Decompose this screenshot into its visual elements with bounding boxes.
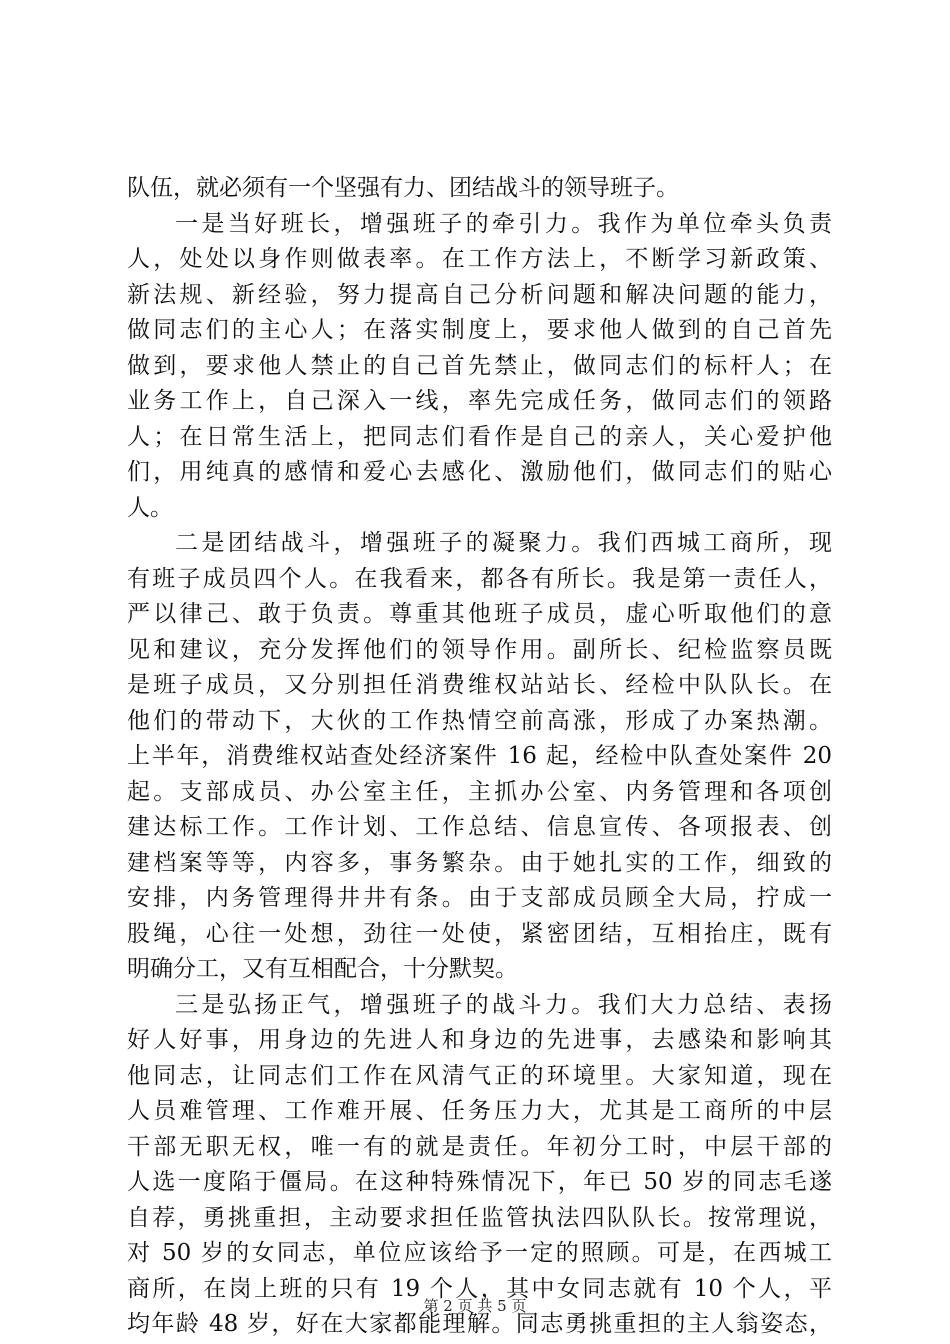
- paragraph: [127, 207, 832, 527]
- text-line: 二是团结战斗，增强班子的凝聚力。我们西城工商所，现: [175, 530, 832, 556]
- text-line: 做到，要求他人禁止的自己首先禁止，做同志们的标杆人；在: [127, 352, 832, 379]
- text-line: 起。支部成员、办公室主任，主抓办公室、内务管理和各项创: [127, 778, 832, 805]
- text-line: 他们的带动下，大伙的工作热情空前高涨，形成了办案热潮。: [127, 707, 832, 734]
- text-line: 新法规、新经验，努力提高自己分析问题和解决问题的能力，: [127, 281, 832, 308]
- text-line: 对 50 岁的女同志，单位应该给予一定的照顾。可是，在西城工: [127, 1240, 832, 1266]
- paragraph: [127, 526, 832, 988]
- text-line: 做同志们的主心人；在落实制度上，要求他人做到的自己首先: [127, 317, 832, 343]
- text-line: 严以律己、敢于负责。尊重其他班子成员，虚心听取他们的意: [127, 601, 832, 627]
- text-line: 人，处处以身作则做表率。在工作方法上，不断学习新政策、: [127, 246, 832, 272]
- text-line: 人选一度陷于僵局。在这种特殊情况下，年已 50 岁的同志毛遂: [127, 1169, 832, 1195]
- text-line: 均年龄 48 岁，好在大家都能理解。同志勇挑重担的主人翁姿态，: [127, 1311, 832, 1337]
- text-line: 见和建议，充分发挥他们的领导作用。副所长、纪检监察员既: [127, 636, 832, 663]
- text-line: 是班子成员，又分别担任消费维权站站长、经检中队队长。在: [127, 672, 832, 698]
- text-line: 商所，在岗上班的只有 19 个人，其中女同志就有 10 个人，平: [127, 1275, 832, 1302]
- text-line: 建档案等等，内容多，事务繁杂。由于她扎实的工作，细致的: [127, 849, 832, 876]
- document-body: [127, 171, 832, 1343]
- text-line: 业务工作上，自己深入一线，率先完成任务，做同志们的领路: [127, 388, 832, 414]
- text-line: 人；在日常生活上，把同志们看作是自己的亲人，关心爱护他: [127, 423, 832, 450]
- text-line: 建达标工作。工作计划、工作总结、信息宣传、各项报表、创: [127, 814, 832, 840]
- text-line: 人员难管理、工作难开展、任务压力大，尤其是工商所的中层: [127, 1098, 832, 1124]
- text-line: 有班子成员四个人。在我看来，都各有所长。我是第一责任人，: [127, 565, 832, 592]
- text-line: 队伍，就必须有一个坚强有力、团结战斗的领导班子。: [127, 175, 679, 201]
- text-line: 们，用纯真的感情和爱心去感化、激励他们，做同志们的贴心: [127, 459, 832, 485]
- text-line: 明确分工，又有互相配合，十分默契。: [127, 956, 518, 982]
- text-line: 上半年，消费维权站查处经济案件 16 起，经检中队查处案件 20: [127, 743, 832, 769]
- text-line: 三是弘扬正气，增强班子的战斗力。我们大力总结、表扬: [175, 991, 832, 1018]
- page-number-footer: 第 2 页 共 5 页: [423, 1297, 527, 1315]
- text-line: 自荐，勇挑重担，主动要求担任监管执法四队队长。按常理说，: [127, 1204, 832, 1231]
- text-line: 人。: [127, 494, 173, 521]
- text-line: 一是当好班长，增强班子的牵引力。我作为单位牵头负责: [175, 210, 832, 237]
- paragraph: [127, 171, 832, 207]
- text-line: 安排，内务管理得井井有条。由于支部成员顾全大局，拧成一: [127, 885, 832, 911]
- text-line: 股绳，心往一处想，劲往一处使，紧密团结，互相抬庄，既有: [127, 920, 832, 947]
- text-line: 好人好事，用身边的先进人和身边的先进事，去感染和影响其: [127, 1027, 832, 1053]
- text-line: 干部无职无权，唯一有的就是责任。年初分工时，中层干部的: [127, 1133, 832, 1160]
- paragraph: [127, 988, 832, 1343]
- text-line: 他同志，让同志们工作在风清气正的环境里。大家知道，现在: [127, 1062, 832, 1089]
